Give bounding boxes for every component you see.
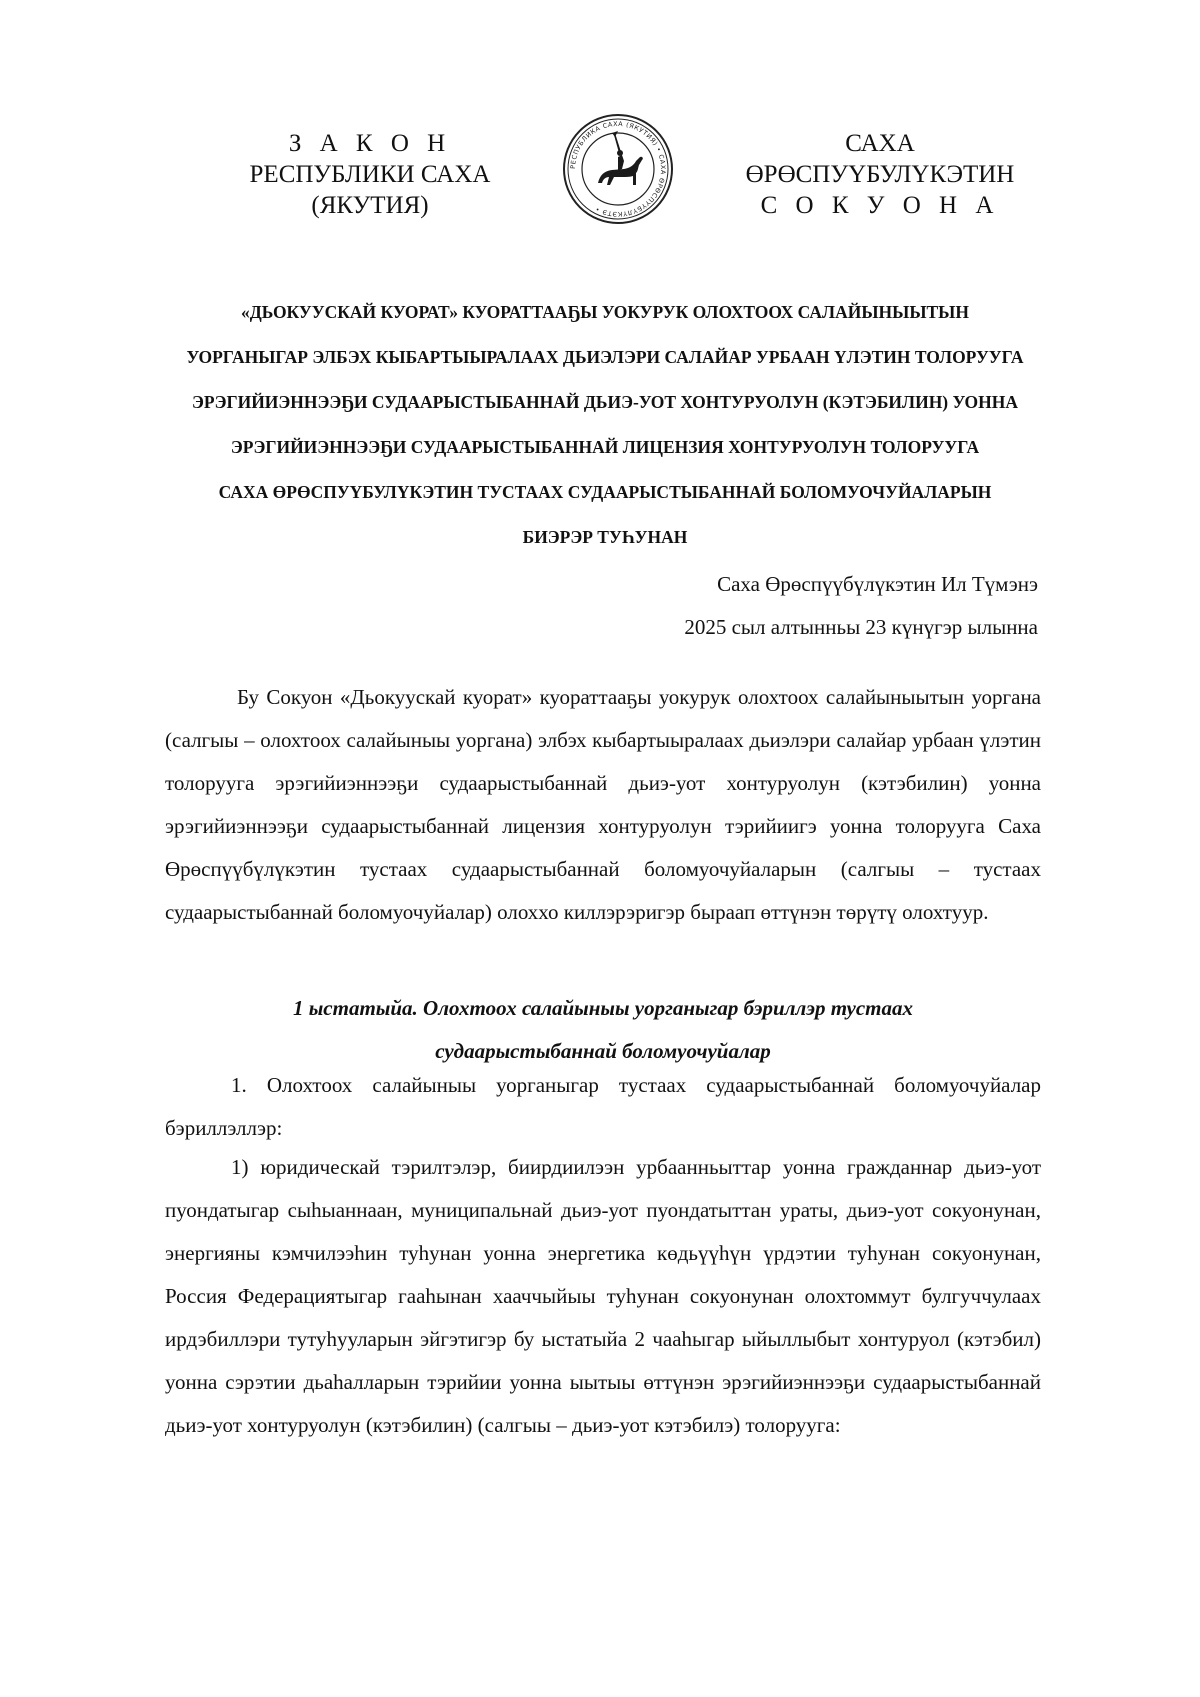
law-title-line: ЭРЭГИЙИЭННЭЭҔИ СУДААРЫСТЫБАННАЙ ДЬИЭ-УОТ ХОНТУРУОЛУН (КЭТЭБИЛИН) УОННА (192, 392, 1018, 412)
law-title-line: БИЭРЭР ТУҺУНАН (522, 527, 688, 547)
law-title (165, 290, 1045, 560)
sakha-republic-emblem-icon (562, 113, 674, 225)
article-1-part-1: 1. Олохтоох салайыныы уорганыгар тустаах судаарыстыбаннай боломуочуйалар бэриллэллэр: (165, 1073, 1041, 1140)
header-republic-ru: РЕСПУБЛИКИ САХА (ЯКУТИЯ) (249, 161, 491, 219)
law-title-line: САХА ӨРӨСПУҮБУЛҮКЭТИН ТУСТААХ СУДААРЫСТЫБАННАЙ БОЛОМУОЧУЙАЛАРЫН (218, 482, 992, 502)
preamble-paragraph: Бу Сокуон «Дьокуускай куорат» куораттааҕы уокурук олохтоох салайыныытын уоргана (салгыы – олохтоох салайыныы уоргана) элбэх кыбартыыралаах дьиэлэри салайар урбаан үлэтин толорууга эрэгийиэннээҕи судаарыстыбаннай дьиэ-уот хонтуруолун (кэтэбилин) уонна эрэгийиэннээҕи судаарыстыбаннай лицензия хонтуруолун тэрийиигэ уонна толорууга Саха Өрөспүүбүлүкэтин тустаах судаарыстыбаннай боломуочуйаларын (салгыы – тустаах судаарыстыбаннай боломуочуйалар) олоххо киллэрэригэр быраап өттүнэн төрүтү олохтуур. (165, 685, 1041, 924)
header-right-block (715, 128, 1045, 221)
adoption-date: 2025 сыл алтынньы 23 күнүгэр ылынна (684, 615, 1038, 639)
law-title-line: «ДЬОКУУСКАЙ КУОРАТ» КУОРАТТААҔЫ УОКУРУК ОЛОХТООХ САЛАЙЫНЫЫТЫН (241, 302, 969, 322)
article-1-heading (165, 987, 1041, 1073)
article-1-item-1: 1) юридическай тэрилтэлэр, биирдиилээн урбаанньыттар уонна гражданнар дьиэ-уот пуондатыгар сыһыаннаан, муниципальнай дьиэ-уот пуондатыттан ураты, дьиэ-уот сокуонунан, энергияны кэмчилээһин туһунан уонна энергетика көдьүүһүн үрдэтии туһунан сокуонунан, Россия Федерациятыгар гааһынан хааччыйыы туһунан сокуонунан олохтоммут булгуччулаах ирдэбиллэри тутуһууларын эйгэтигэр бу ыстатыйа 2 чааһыгар ыйыллыбыт хонтуруол (кэтэбил) уонна сэрэтии дьаһалларын тэрийии уонна ыытыы өттүнэн эрэгийиэннээҕи судаарыстыбаннай дьиэ-уот хонтуруолун (кэтэбилин) (салгыы – дьиэ-уот кэтэбилэ) толорууга: (165, 1155, 1041, 1437)
adoption-block (684, 563, 1038, 649)
emblem-ring-text: РЕСПУБЛИКА САХА (ЯКУТИЯ) • САХА ӨРӨСПҮҮБҮЛҮКЭТЭ • (568, 119, 668, 219)
header-republic-sakha: САХА ӨРӨСПУҮБУЛҮКЭТИН (745, 130, 1015, 188)
header-zakon: З А К О Н (288, 130, 452, 157)
law-title-line: УОРГАНЫГАР ЭЛБЭХ КЫБАРТЫЫРАЛААХ ДЬИЭЛЭРИ САЛАЙАР УРБААН ҮЛЭТИН ТОЛОРУУГА (186, 347, 1024, 367)
header-left-block (200, 128, 540, 221)
article-1-heading-line: 1 ыстатыйа. Олохтоох салайыныы уорганыгар бэриллэр тустаах (292, 996, 914, 1020)
law-title-line: ЭРЭГИЙИЭННЭЭҔИ СУДААРЫСТЫБАННАЙ ЛИЦЕНЗИЯ ХОНТУРУОЛУН ТОЛОРУУГА (230, 437, 980, 457)
adopting-body: Саха Өрөспүүбүлүкэтин Ил Түмэнэ (717, 572, 1038, 596)
header-sokuona: С О К У О Н А (760, 192, 1000, 219)
article-1-heading-line: судаарыстыбаннай боломуочуйалар (435, 1039, 771, 1063)
